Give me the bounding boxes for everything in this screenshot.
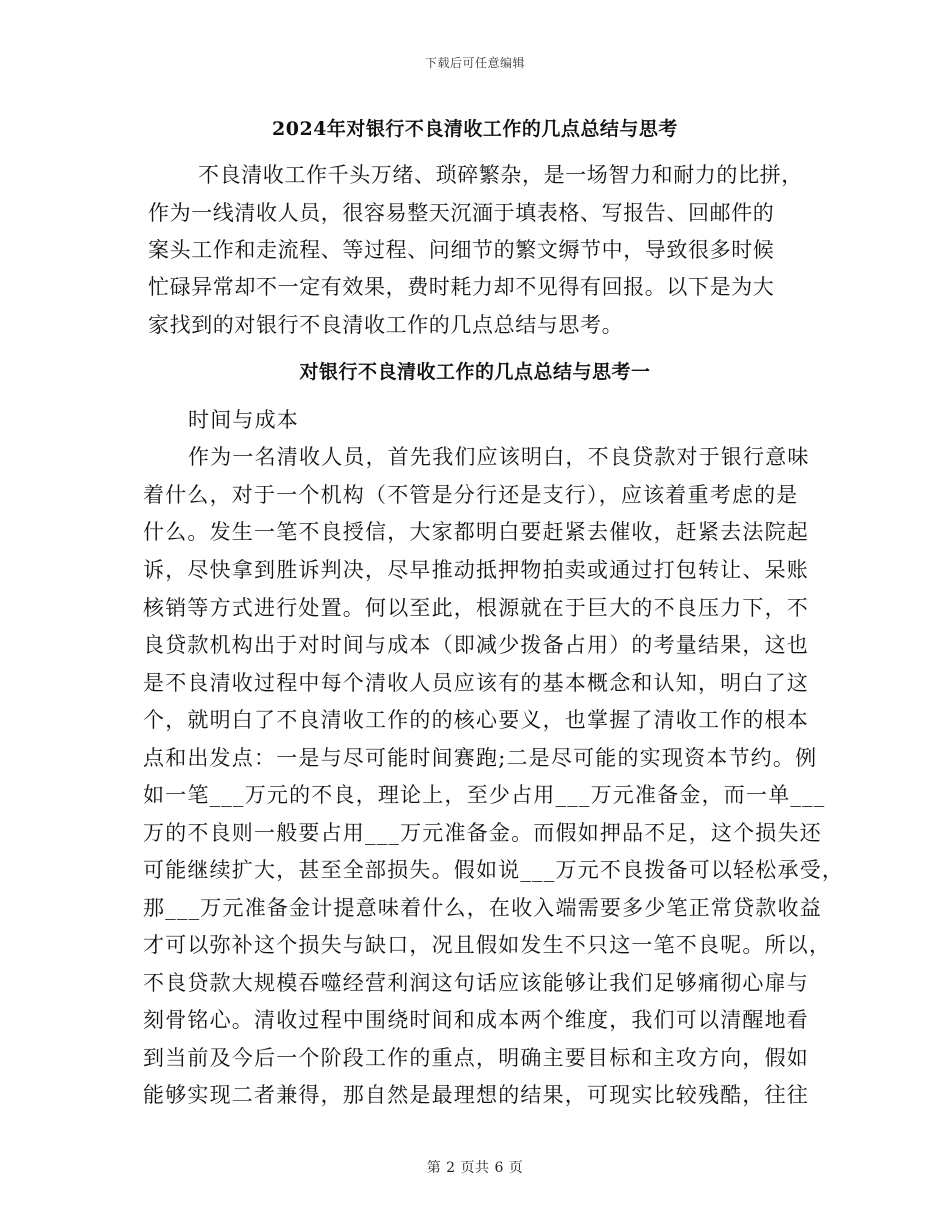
body-line: 核销等方式进行处置。何以至此，根源就在于巨大的不良压力下，不 [143,596,809,620]
body-line: 万的不良则一般要占用___万元准备金。而假如押品不足，这个损失还 [143,821,822,845]
body-line: 可能继续扩大，甚至全部损失。假如说___万元不良拨备可以轻松承受， [143,858,845,882]
body-line: 作为一名清收人员，首先我们应该明白，不良贷款对于银行意味 [188,445,810,469]
body-line: 是不良清收过程中每个清收人员应该有的基本概念和认知，明白了这 [143,671,809,695]
body-line: 才可以弥补这个损失与缺口，况且假如发生不只这一笔不良呢。所以， [143,933,832,957]
intro-line: 案头工作和走流程、等过程、问细节的繁文缛节中，导致很多时候 [148,238,775,262]
intro-line: 作为一线清收人员，很容易整天沉湎于填表格、写报告、回邮件的 [148,201,775,225]
body-line: 不良贷款大规模吞噬经营利润这句话应该能够让我们足够痛彻心扉与 [143,971,809,995]
intro-line: 家找到的对银行不良清收工作的几点总结与思考。 [148,313,624,337]
body-line: 着什么，对于一个机构（不管是分行还是支行），应该着重考虑的是 [143,483,799,507]
body-line: 点和出发点：一是与尽可能时间赛跑;二是尽可能的实现资本节约。例 [143,746,818,770]
document-title: 2024年对银行不良清收工作的几点总结与思考 [272,118,678,140]
body-line: 诉，尽快拿到胜诉判决，尽早推动抵押物拍卖或通过打包转让、呆账 [143,558,809,582]
subheading: 时间与成本 [188,408,299,432]
body-line: 到当前及今后一个阶段工作的重点，明确主要目标和主攻方向，假如 [143,1046,809,1070]
body-line: 如一笔___万元的不良，理论上，至少占用___万元准备金，而一单___ [143,783,826,807]
body-line: 个，就明白了不良清收工作的的核心要义，也掌握了清收工作的根本 [143,708,809,732]
intro-line: 不良清收工作千头万绪、琐碎繁杂，是一场智力和耐力的比拼， [198,163,803,187]
header-note: 下载后可任意编辑 [424,56,525,70]
page-footer: 第 2 页共 6 页 [426,1160,524,1176]
body-line: 什么。发生一笔不良授信，大家都明白要赶紧去催收，赶紧去法院起 [143,520,809,544]
body-line: 那___万元准备金计提意味着什么，在收入端需要多少笔正常贷款收益 [143,896,822,920]
body-line: 能够实现二者兼得，那自然是最理想的结果，可现实比较残酷，往往 [143,1083,809,1107]
intro-line: 忙碌异常却不一定有效果，费时耗力却不见得有回报。以下是为大 [148,275,775,299]
section-title: 对银行不良清收工作的几点总结与思考一 [299,361,651,383]
body-line: 刻骨铭心。清收过程中围绕时间和成本两个维度，我们可以清醒地看 [143,1008,809,1032]
body-line: 良贷款机构出于对时间与成本（即减少拨备占用）的考量结果，这也 [143,633,809,657]
